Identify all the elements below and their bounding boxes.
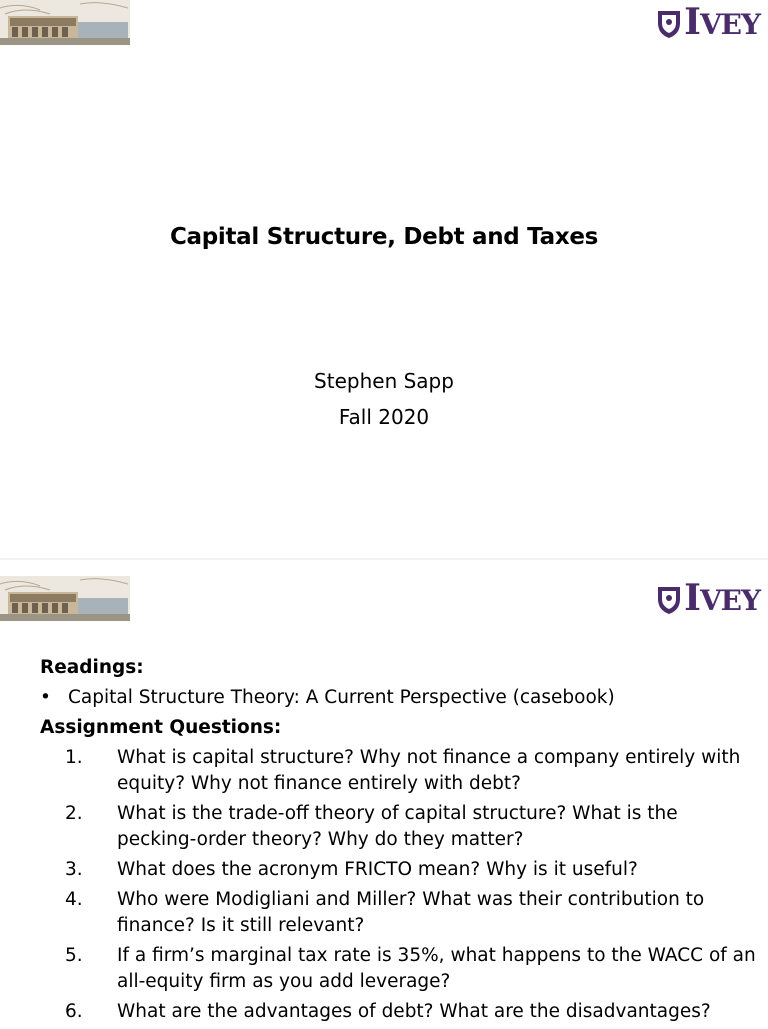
term-label: Fall 2020 bbox=[338, 405, 430, 429]
building-photo bbox=[0, 576, 130, 621]
assignment-heading: Assignment Questions: bbox=[40, 717, 282, 738]
readings-heading: Readings: bbox=[40, 657, 144, 678]
crest-icon bbox=[656, 585, 682, 615]
question-item bbox=[40, 887, 760, 939]
question-number: 1. bbox=[65, 747, 83, 768]
question-text: If a firm’s marginal tax rate is 35%, what happens to the WACC of an all-equity firm as you add leverage? bbox=[117, 945, 756, 992]
question-text: What is capital structure? Why not finance a company entirely with equity? Why not finance entirely with debt? bbox=[117, 747, 741, 794]
reading-text: Capital Structure Theory: A Current Perspective (casebook) bbox=[68, 687, 615, 708]
question-number: 5. bbox=[65, 945, 83, 966]
question-text: Who were Modigliani and Miller? What was their contribution to finance? Is it still relevant? bbox=[117, 889, 705, 936]
slide-title: Capital Structure, Debt and Taxes bbox=[169, 224, 599, 250]
question-item bbox=[40, 745, 760, 797]
question-item bbox=[40, 857, 760, 883]
question-text: What are the advantages of debt? What are the disadvantages? bbox=[117, 1001, 711, 1022]
question-item bbox=[40, 999, 760, 1025]
readings-slide bbox=[0, 560, 768, 1024]
reading-item bbox=[40, 685, 760, 711]
question-number: 4. bbox=[65, 889, 83, 910]
building-photo bbox=[0, 0, 130, 45]
slide-content bbox=[40, 655, 760, 1029]
question-item bbox=[40, 943, 760, 995]
author-name: Stephen Sapp bbox=[314, 369, 454, 393]
question-list bbox=[40, 745, 760, 1025]
question-text: What is the trade-off theory of capital structure? What is the pecking-order theory? Why do they matter? bbox=[117, 803, 678, 850]
question-text: What does the acronym FRICTO mean? Why is it useful? bbox=[117, 859, 638, 880]
question-number: 3. bbox=[65, 859, 83, 880]
question-number: 6. bbox=[65, 1001, 83, 1022]
question-item bbox=[40, 801, 760, 853]
crest-icon bbox=[656, 9, 682, 39]
ivey-logo: IVEY bbox=[656, 578, 760, 621]
question-number: 2. bbox=[65, 803, 83, 824]
ivey-logo: IVEY bbox=[656, 2, 760, 45]
bullet-icon: • bbox=[40, 687, 51, 708]
